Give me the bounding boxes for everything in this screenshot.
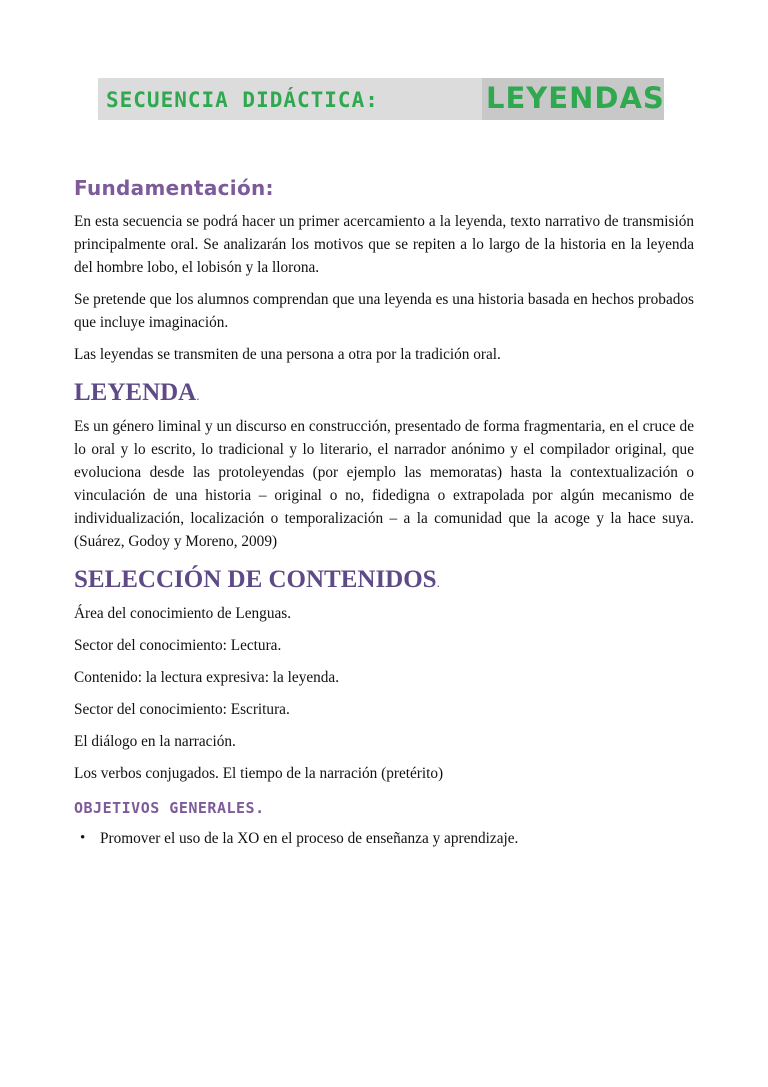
paragraph-fundamentacion-1: En esta secuencia se podrá hacer un primer acercamiento a la leyenda, texto narrativo de transmisión principalmente oral. Se analizarán los motivos que se repiten a lo largo de la historia en la leyenda del hombre lobo, el lobisón y la llorona.: [74, 213, 694, 276]
document-body: [74, 176, 694, 850]
paragraph-fundamentacion-2: Se pretende que los alumnos comprendan que una leyenda es una historia basada en hechos probados que incluye imaginación.: [74, 291, 694, 331]
contenido-line: Área del conocimiento de Lenguas.: [74, 605, 292, 622]
paragraph-leyenda: Es un género liminal y un discurso en construcción, presentado de forma fragmentaria, en el cruce de lo oral y lo escrito, lo tradicional y lo literario, el narrador anónimo y el compilador original, que evoluciona desde las protoleyendas (por ejemplo las memoratas) hasta la contextualización o vinculación de una historia – original o no, fidedigna o extrapolada por algún mecanismo de individualización, localización o temporalización – a la comunidad que la acoge y la hace suya. (Suárez, Godoy y Moreno, 2009): [74, 418, 694, 550]
contenido-line: Los verbos conjugados. El tiempo de la narración (pretérito): [74, 765, 444, 782]
heading-leyenda: [74, 378, 694, 411]
heading-objetivos: OBJETIVOS GENERALES.: [74, 799, 265, 817]
paragraph-fundamentacion-3: Las leyendas se transmiten de una persona a otra por la tradición oral.: [74, 346, 501, 363]
bullet-icon: •: [80, 830, 86, 846]
title-part-1: SECUENCIA DIDÁCTICA:: [98, 78, 482, 120]
contenido-line: Sector del conocimiento: Lectura.: [74, 637, 282, 654]
list-item: [80, 827, 694, 850]
heading-fundamentacion: Fundamentación:: [74, 176, 274, 200]
contenido-line: El diálogo en la narración.: [74, 733, 236, 750]
heading-contenidos: [74, 565, 694, 598]
title-part-2: LEYENDAS: [482, 78, 664, 120]
list-item-text: Promover el uso de la XO en el proceso de enseñanza y aprendizaje.: [100, 830, 519, 847]
objetivos-list: [74, 827, 694, 850]
heading-contenidos-text: SELECCIÓN DE CONTENIDOS: [74, 566, 437, 593]
heading-contenidos-dot: .: [436, 575, 440, 590]
contenido-line: Sector del conocimiento: Escritura.: [74, 701, 290, 718]
contenido-line: Contenido: la lectura expresiva: la leyenda.: [74, 669, 340, 686]
heading-leyenda-text: LEYENDA: [74, 379, 197, 406]
document-title: [98, 78, 664, 120]
heading-leyenda-dot: .: [196, 388, 200, 403]
